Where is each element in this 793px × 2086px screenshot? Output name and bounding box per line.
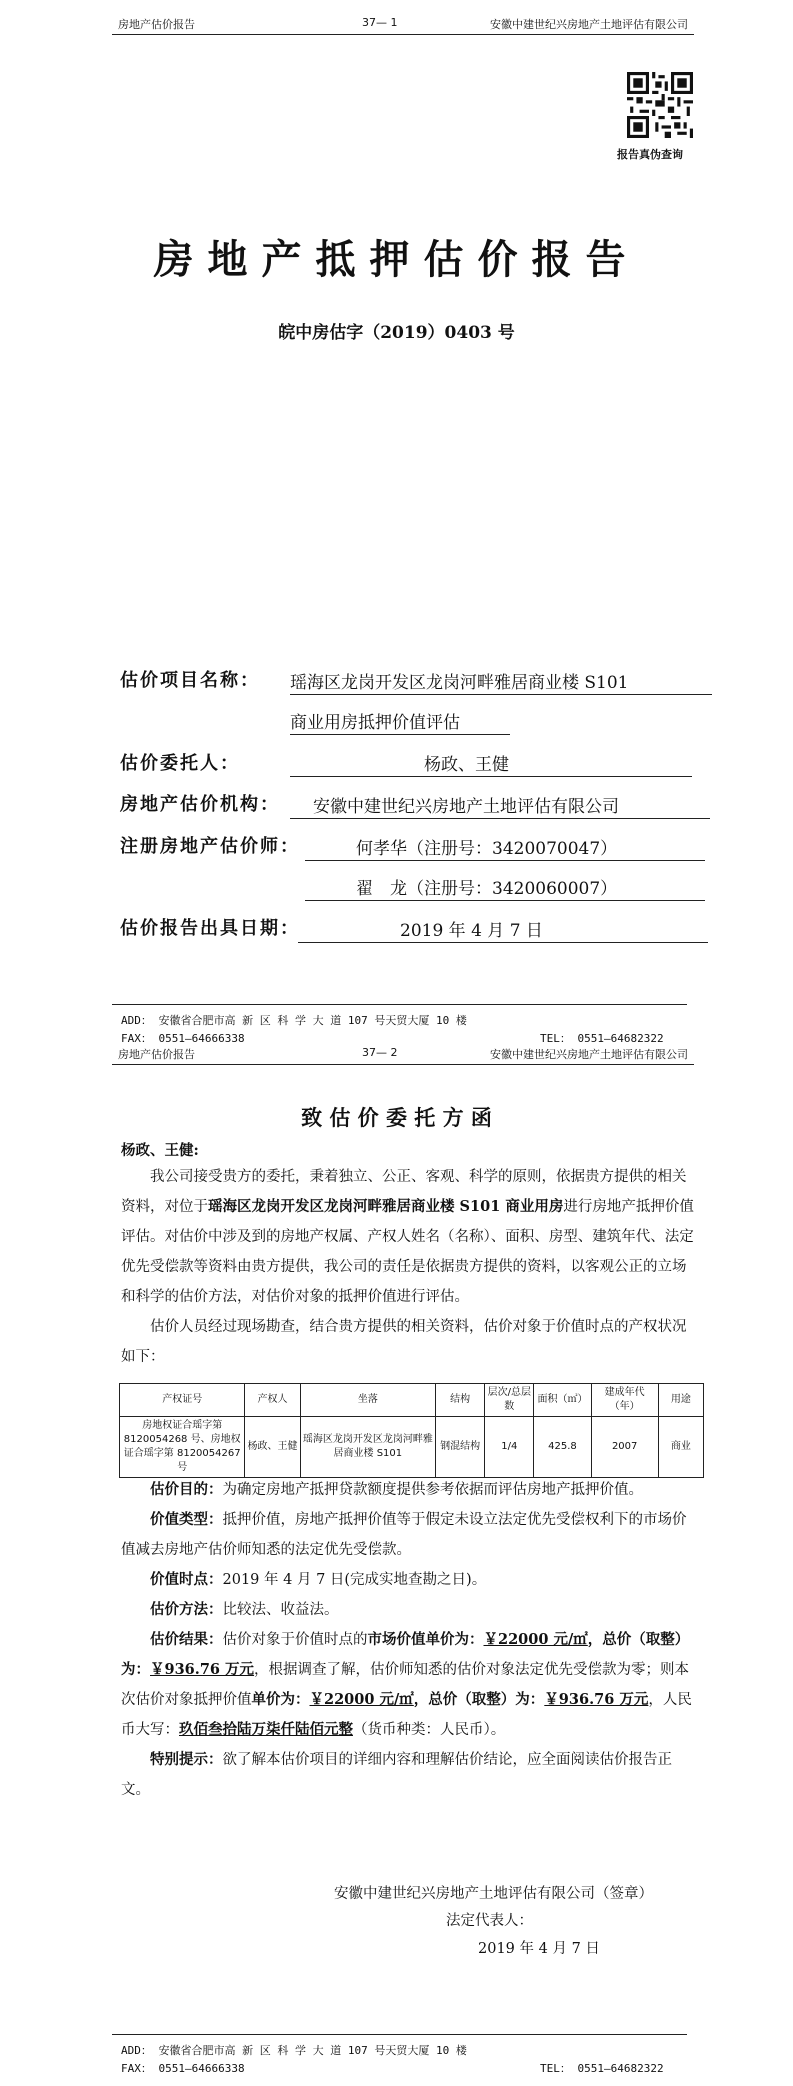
footer-fax: FAX： 0551—64666338 [121, 2062, 245, 2075]
header-left: 房地产估价报告 [118, 1048, 195, 1061]
underline [290, 818, 710, 819]
footer-divider [112, 1004, 687, 1005]
footer-address: ADD： 安徽省合肥市高 新 区 科 学 大 道 107 号天贸大厦 10 楼 [121, 2044, 467, 2057]
header-left: 房地产估价报告 [118, 18, 195, 31]
underline [290, 734, 510, 735]
underline [290, 776, 692, 777]
footer-tel: TEL： 0551—64682322 [540, 1032, 664, 1045]
page-header [112, 14, 694, 35]
paragraph-status: 估价人员经过现场勘查，结合贵方提供的相关资料，估价对象于价值时点的产权状况如下： [121, 1319, 687, 1365]
appraiser-2: 翟 龙（注册号：3420060007） [356, 879, 618, 899]
footer-divider [112, 2034, 687, 2035]
property-table [119, 1383, 704, 1478]
project-label: 估价项目名称： [120, 670, 260, 691]
header-page-number: 37— 1 [362, 16, 398, 29]
report-title: 房地产抵押估价报告 [153, 236, 640, 283]
footer-address: ADD： 安徽省合肥市高 新 区 科 学 大 道 107 号天贸大厦 10 楼 [121, 1014, 467, 1027]
document-number: 皖中房估字（2019）0403 号 [278, 323, 515, 343]
letter-title: 致 估 价 委 托 方 函 [301, 1105, 492, 1130]
project-value-line2: 商业用房抵押价值评估 [290, 713, 460, 733]
qr-code-icon[interactable] [627, 72, 693, 138]
header-company: 安徽中建世纪兴房地产土地评估有限公司 [490, 1048, 688, 1061]
appraiser-1: 何孝华（注册号：3420070047） [356, 839, 618, 859]
underline [305, 860, 705, 861]
report-date-label: 估价报告出具日期： [120, 918, 300, 939]
header-company: 安徽中建世纪兴房地产土地评估有限公司 [490, 18, 688, 31]
underline [298, 942, 708, 943]
footer-tel: TEL： 0551—64682322 [540, 2062, 664, 2075]
table-header-row: 产权证号 产权人 坐落 结构 层次/总层数 面积（㎡） 建成年代（年） 用途 [120, 1384, 704, 1417]
paragraph-intro: 我公司接受贵方的委托，秉着独立、公正、客观、科学的原则，依据贵方提供的相关资料，对位于瑶海区龙岗开发区龙岗河畔雅居商业楼 S101 商业用房进行房地产抵押价值评估。对估价中涉及到的房地产权属、产权人姓名（名称）、面积、房型、建筑年代、法定优先受偿款等资料由贵方提供，我公司的责任是依据贵方提供的资料，以客观公正的立场和科学的估价方法，对估价对象的抵押价值进行评估。 [121, 1169, 694, 1305]
result-paragraph: 估价结果：估价对象于价值时点的市场价值单价为：￥22000 元/㎡，总价（取整）为：￥936.76 万元，根据调查了解，估价师知悉的估价对象法定优先受偿款为零；则本次估价对象抵押价值单价为：￥22000 元/㎡，总价（取整）为：￥936.76 万元，人民币大写：玖佰叁拾陆万柒仟陆佰元整（货币种类：人民币）。 [121, 1631, 692, 1738]
table-row: 房地权证合瑶字第 8120054268 号、房地权证合瑶字第 8120054267 号 杨政、王健 瑶海区龙岗开发区龙岗河畔雅居商业楼 S101 钢混结构 1/4 425.8 2007 商业 [120, 1417, 704, 1478]
value-type-line: 价值类型：抵押价值，房地产抵押价值等于假定未设立法定优先受偿权利下的市场价值减去房地产估价师知悉的法定优先受偿款。 [121, 1511, 687, 1558]
org-label: 房地产估价机构： [120, 794, 280, 815]
report-date-value: 2019 年 4 月 7 日 [400, 921, 543, 941]
underline [305, 900, 705, 901]
page-header [112, 1044, 694, 1065]
legal-representative: 法定代表人： [446, 1913, 533, 1929]
footer-fax: FAX： 0551—64666338 [121, 1032, 245, 1045]
signature-date: 2019 年 4 月 7 日 [478, 1941, 600, 1957]
client-value: 杨政、王健 [424, 755, 509, 775]
client-label: 估价委托人： [120, 753, 240, 774]
special-note: 特别提示：欲了解本估价项目的详细内容和理解估价结论，应全面阅读估价报告正文。 [121, 1751, 672, 1798]
qr-caption: 报告真伪查询 [617, 148, 683, 161]
header-page-number: 37— 2 [362, 1046, 398, 1059]
salutation: 杨政、王健: [121, 1142, 199, 1159]
org-value: 安徽中建世纪兴房地产土地评估有限公司 [313, 797, 619, 817]
project-value-line1: 瑶海区龙岗开发区龙岗河畔雅居商业楼 S101 [290, 673, 629, 693]
signature-company: 安徽中建世纪兴房地产土地评估有限公司（签章） [334, 1886, 653, 1902]
appraiser-label: 注册房地产估价师： [120, 836, 300, 857]
property-address: 瑶海区龙岗开发区龙岗河畔雅居商业楼 S101 商业用房 [208, 1198, 564, 1215]
method-line: 估价方法：比较法、收益法。 [150, 1601, 339, 1618]
underline [290, 694, 712, 695]
value-date-line: 价值时点：2019 年 4 月 7 日(完成实地查勘之日)。 [150, 1571, 487, 1588]
purpose-line: 估价目的：为确定房地产抵押贷款额度提供参考依据而评估房地产抵押价值。 [150, 1481, 643, 1498]
